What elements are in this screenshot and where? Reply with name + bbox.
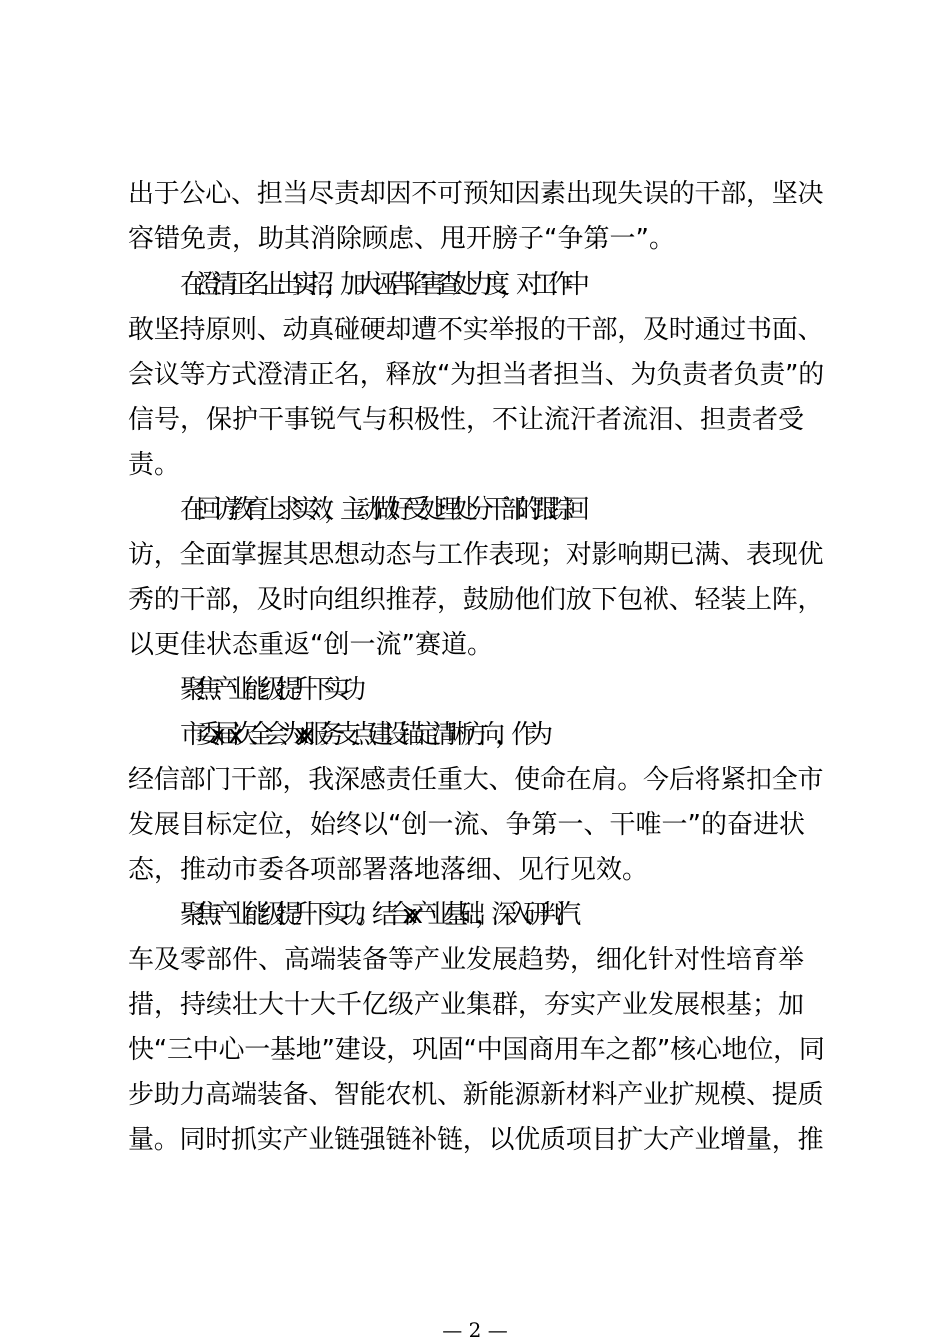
section-heading: 聚焦产业能级提升下实功 xyxy=(180,675,357,705)
text-line: 会议等方式澄清正名，释放“为担当者担当、为负责者负责”的 xyxy=(128,360,824,390)
text-line: 经信部门干部，我深感责任重大、使命在肩。今后将紧扣全市 xyxy=(128,765,824,795)
text-line: 容错免责，助其消除顾虑、甩开膀子“争第一”。 xyxy=(128,224,675,254)
text-line: 秀的干部，及时向组织推荐，鼓励他们放下包袱、轻装上阵， xyxy=(128,585,824,615)
text-line: 步助力高端装备、智能农机、新能源新材料产业扩规模、提质 xyxy=(128,1080,824,1110)
text-line: 出于公心、担当尽责却因不可预知因素出现失误的干部，坚决 xyxy=(128,179,824,209)
text-line: 市委 x 届 x 次全会为 xx 服务支点建设锚定清晰方向，作为 xyxy=(180,720,544,750)
text-line: 责。 xyxy=(128,450,181,480)
text-line: 在回访教育上求实效，主动做好受处理处分干部的跟踪回 xyxy=(180,495,581,525)
text-line: 在澄清正名上出实招，加大诬告陷害查处力度，对工作中 xyxy=(180,270,581,300)
text-line: 信号，保护干事锐气与积极性，不让流汗者流泪、担责者受 xyxy=(128,405,805,435)
page-number: — 2 — xyxy=(442,1318,508,1342)
text-line: 措，持续壮大十大千亿级产业集群，夯实产业发展根基；加 xyxy=(128,990,805,1020)
text-line: 聚焦产业能级提升下实功。结合 xx 产业基础，深入研判汽 xyxy=(180,900,572,930)
text-line: 量。同时抓实产业链强链补链，以优质项目扩大产业增量，推 xyxy=(128,1125,824,1155)
text-line: 态，推动市委各项部署落地落细、见行见效。 xyxy=(128,855,649,885)
text-line: 以更佳状态重返“创一流”赛道。 xyxy=(128,630,493,660)
text-line: 访，全面掌握其思想动态与工作表现；对影响期已满、表现优 xyxy=(128,540,824,570)
text-line: 车及零部件、高端装备等产业发展趋势，细化针对性培育举 xyxy=(128,945,805,975)
text-line: 发展目标定位，始终以“创一流、争第一、干唯一”的奋进状 xyxy=(128,810,805,840)
text-line: 敢坚持原则、动真碰硬却遭不实举报的干部，及时通过书面、 xyxy=(128,315,824,345)
text-line: 快“三中心一基地”建设，巩固“中国商用车之都”核心地位，同 xyxy=(128,1035,825,1065)
